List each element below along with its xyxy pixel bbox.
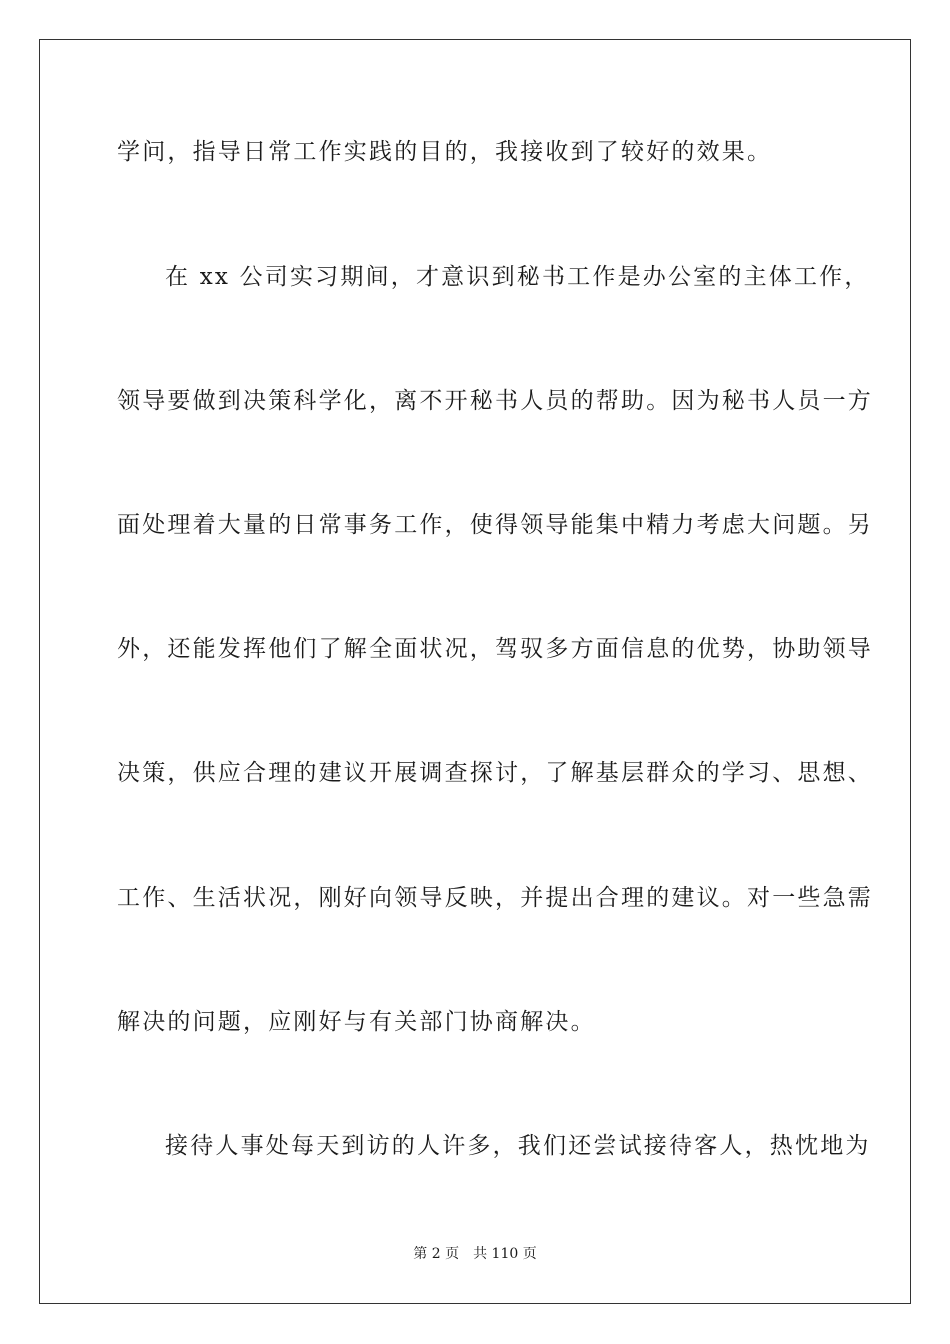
page-number: 第 2 页 — [413, 1246, 460, 1262]
body-text-line: 决策，供应合理的建议开展调查探讨，了解基层群众的学习、思想、 — [117, 760, 873, 786]
body-text-line: 工作、生活状况，刚好向领导反映，并提出合理的建议。对一些急需 — [117, 885, 873, 911]
body-text-line: 在 xx 公司实习期间，才意识到秘书工作是办公室的主体工作， — [165, 264, 870, 290]
body-text-line: 领导要做到决策科学化，离不开秘书人员的帮助。因为秘书人员一方 — [117, 388, 873, 414]
body-text-line: 外，还能发挥他们了解全面状况，驾驭多方面信息的优势，协助领导 — [117, 636, 873, 662]
page-total: 共 110 页 — [473, 1246, 537, 1262]
body-text-line: 接待人事处每天到访的人许多，我们还尝试接待客人，热忱地为 — [165, 1133, 871, 1159]
body-text-line: 解决的问题，应刚好与有关部门协商解决。 — [117, 1009, 596, 1035]
page-footer — [0, 1244, 950, 1264]
page-border — [39, 39, 911, 1304]
body-text-line: 面处理着大量的日常事务工作，使得领导能集中精力考虑大问题。另 — [117, 512, 873, 538]
body-text-line: 学问，指导日常工作实践的目的，我接收到了较好的效果。 — [117, 139, 773, 165]
